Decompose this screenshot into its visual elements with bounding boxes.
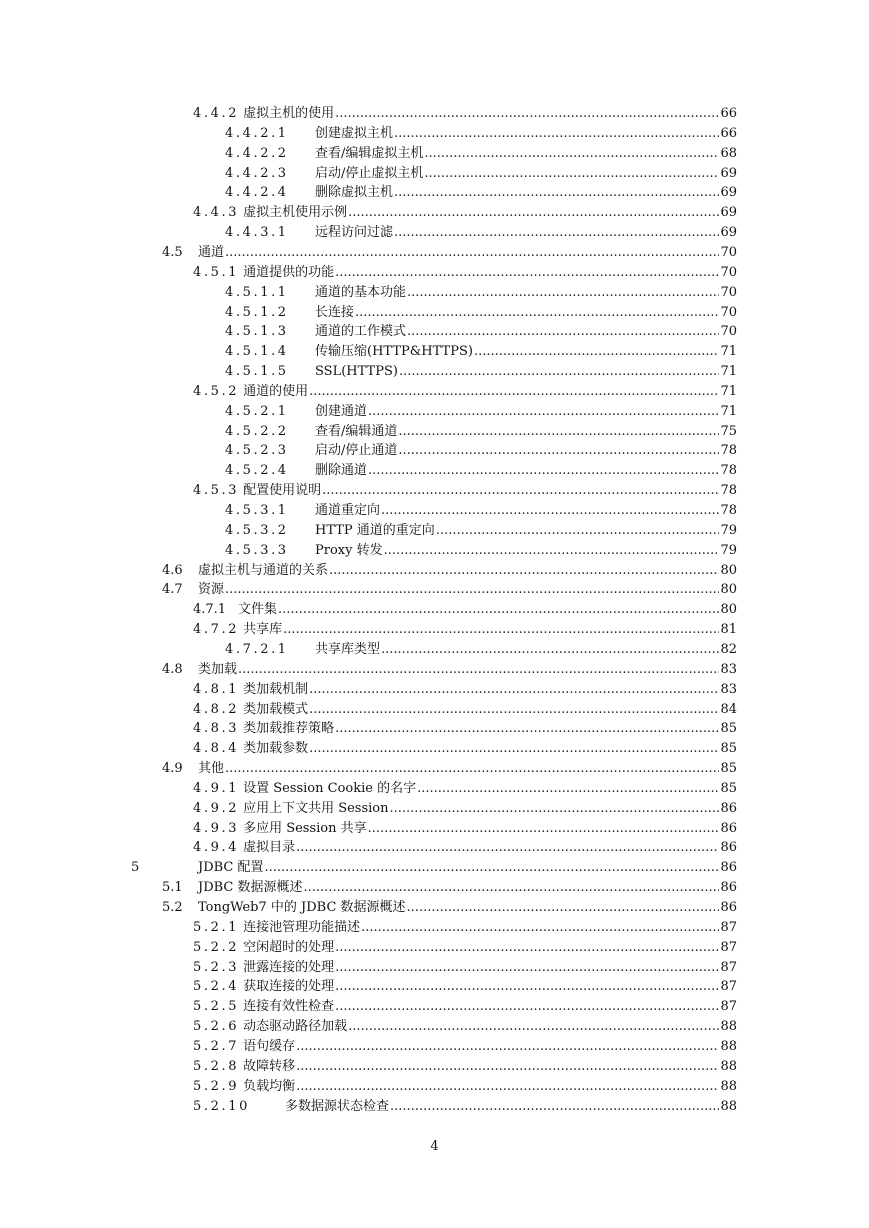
toc-entry-page: 80 <box>720 562 737 578</box>
dot-leader <box>225 759 719 779</box>
toc-entry[interactable] <box>225 183 737 203</box>
toc-entry-number: 4.5.1.1 <box>225 284 289 300</box>
toc-entry-number: 5.2.9 <box>193 1078 240 1094</box>
toc-entry[interactable] <box>193 620 737 640</box>
toc-entry-page: 80 <box>720 602 737 618</box>
toc-entry-number: 4.8.3 <box>193 721 240 737</box>
toc-entry-page: 70 <box>720 304 737 320</box>
toc-entry-title: HTTP 通道的重定向 <box>315 522 435 538</box>
toc-entry-title: TongWeb7 中的 JDBC 数据源概述 <box>198 900 406 915</box>
toc-entry[interactable] <box>225 640 737 660</box>
dot-leader <box>407 283 719 303</box>
toc-entry-number: 5.2.4 <box>193 979 240 995</box>
toc-entry-number: 4.5 <box>162 244 183 260</box>
toc-entry-title: 启动/停止虚拟主机 <box>315 165 424 181</box>
toc-entry[interactable] <box>225 164 737 184</box>
dot-leader <box>309 680 719 700</box>
dot-leader <box>361 918 719 938</box>
toc-entry-page: 87 <box>720 919 737 935</box>
toc-entry-number: 5.2.6 <box>193 1019 240 1035</box>
toc-entry-page: 69 <box>720 205 737 221</box>
toc-entry-number: 5.2 <box>162 900 183 915</box>
dot-leader <box>390 1097 719 1117</box>
toc-entry-number: 4.4.2.3 <box>225 165 289 181</box>
toc-entry[interactable] <box>193 1037 737 1057</box>
dot-leader <box>398 422 719 442</box>
dot-leader <box>296 1077 719 1097</box>
toc-entry-title: 删除虚拟主机 <box>315 185 394 201</box>
toc-entry-page: 88 <box>720 1078 737 1094</box>
toc-entry-page: 86 <box>720 820 737 836</box>
toc-entry-title: 虚拟主机的使用 <box>243 106 335 121</box>
toc-entry-page: 85 <box>720 780 737 796</box>
toc-entry-page: 70 <box>720 284 737 300</box>
toc-entry-title: 通道的基本功能 <box>315 284 407 300</box>
toc-entry-title: 创建通道 <box>315 403 368 419</box>
toc-entry-page: 68 <box>720 145 737 161</box>
toc-entry-title: 类加载模式 <box>243 701 309 717</box>
toc-entry-page: 88 <box>720 1058 737 1074</box>
toc-entry-title: 传输压缩(HTTP&HTTPS) <box>315 344 473 360</box>
toc-entry-number: 4.5.2.4 <box>225 463 289 479</box>
toc-entry-number: 4.8.4 <box>193 741 240 757</box>
toc-entry[interactable] <box>225 521 737 541</box>
toc-entry-title: 获取连接的处理 <box>243 979 335 995</box>
toc-entry-page: 85 <box>720 741 737 757</box>
toc-entry-number: 4.5.3.1 <box>225 503 289 518</box>
toc-entry-title: 多数据源状态检查 <box>285 1098 390 1114</box>
toc-entry[interactable] <box>193 997 737 1017</box>
toc-entry-title: 类加载推荐策略 <box>243 721 335 737</box>
toc-entry[interactable] <box>193 938 737 958</box>
toc-entry[interactable] <box>162 580 737 600</box>
toc-entry-number: 4.5.1 <box>193 264 240 280</box>
toc-entry-number: 4.5.3.3 <box>225 542 289 558</box>
dot-leader <box>436 521 720 541</box>
toc-entry[interactable] <box>193 680 737 700</box>
toc-entry-page: 79 <box>720 522 737 538</box>
dot-leader <box>394 124 719 144</box>
toc-entry-page: 69 <box>720 225 737 241</box>
toc-entry-page: 85 <box>720 761 737 777</box>
toc-entry-title: Proxy 转发 <box>315 542 383 558</box>
toc-entry-title: 通道重定向 <box>315 503 381 518</box>
toc-entry-number: 5.2.2 <box>193 939 240 955</box>
toc-entry-page: 87 <box>720 979 737 995</box>
page-number: 4 <box>430 1139 439 1154</box>
toc-entry[interactable] <box>193 1097 737 1117</box>
toc-entry-title: 虚拟主机与通道的关系 <box>198 562 329 578</box>
toc-entry[interactable] <box>225 422 737 442</box>
toc-entry-number: 4.8.1 <box>193 681 240 697</box>
toc-entry-page: 75 <box>720 423 737 439</box>
toc-entry-page: 71 <box>720 383 737 399</box>
toc-entry-number: 4.9.2 <box>193 800 240 816</box>
toc-entry-title: 远程访问过滤 <box>315 225 394 241</box>
dot-leader <box>283 620 719 640</box>
dot-leader <box>335 977 719 997</box>
dot-leader <box>381 640 719 660</box>
toc-entry-page: 84 <box>720 701 737 717</box>
dot-leader <box>368 402 719 422</box>
dot-leader <box>424 164 719 184</box>
toc-entry[interactable] <box>193 838 737 858</box>
toc-entry-number: 4.4.3 <box>193 205 240 221</box>
toc-entry-number: 5.2.10 <box>193 1098 250 1114</box>
toc-entry-page: 71 <box>720 364 737 380</box>
toc-entry-number: 4.4.3.1 <box>225 225 289 241</box>
toc-entry[interactable] <box>193 104 737 124</box>
dot-leader <box>304 878 720 898</box>
toc-entry[interactable] <box>193 263 737 283</box>
toc-entry-number: 4.4.2.2 <box>225 145 289 161</box>
toc-entry-title: 设置 Session Cookie 的名字 <box>243 780 417 796</box>
toc-entry-page: 83 <box>720 681 737 697</box>
dot-leader <box>322 481 719 501</box>
toc-entry[interactable] <box>193 977 737 997</box>
toc-entry-title: 其他 <box>198 761 225 777</box>
toc-entry-number: 4.9.1 <box>193 780 240 796</box>
dot-leader <box>384 541 720 561</box>
toc-entry[interactable] <box>225 402 737 422</box>
toc-entry-title: 通道的工作模式 <box>315 324 407 340</box>
toc-entry-title: 通道提供的功能 <box>243 264 335 280</box>
toc-entry-page: 66 <box>720 125 737 141</box>
toc-entry-title: 创建虚拟主机 <box>315 125 394 141</box>
toc-entry-number: 4.9.4 <box>193 840 240 856</box>
dot-leader <box>394 223 719 243</box>
dot-leader <box>296 838 719 858</box>
toc-entry-number: 4.5.1.2 <box>225 304 289 320</box>
toc-entry[interactable] <box>193 739 737 759</box>
toc-entry-title: 配置使用说明 <box>243 483 322 499</box>
toc-entry[interactable] <box>193 1017 737 1037</box>
dot-leader <box>225 243 719 263</box>
dot-leader <box>296 1037 719 1057</box>
dot-leader <box>348 1017 719 1037</box>
toc-entry-page: 80 <box>720 582 737 598</box>
toc-entry-number: 4.5.2.3 <box>225 443 289 459</box>
toc-entry-number: 4.8 <box>162 661 183 677</box>
toc-entry[interactable] <box>193 918 737 938</box>
toc-entry-number: 4.7 <box>162 582 183 598</box>
toc-entry-title: 类加载参数 <box>243 741 309 757</box>
toc-entry-title: 语句缓存 <box>243 1038 296 1054</box>
dot-leader <box>309 700 719 720</box>
dot-leader <box>335 938 719 958</box>
toc-entry-number: 4.6 <box>162 562 183 578</box>
toc-entry-number: 4.5.1.5 <box>225 364 289 380</box>
toc-entry[interactable] <box>225 223 737 243</box>
toc-entry[interactable] <box>225 283 737 303</box>
toc-entry[interactable] <box>225 342 737 362</box>
toc-entry-page: 78 <box>720 503 737 518</box>
dot-leader <box>296 1057 719 1077</box>
toc-entry[interactable] <box>162 561 737 581</box>
toc-entry-page: 88 <box>720 1038 737 1054</box>
toc-entry-title: 连接池管理功能描述 <box>243 919 361 935</box>
toc-entry-page: 71 <box>720 344 737 360</box>
toc-entry-number: 4.7.1 <box>193 602 227 618</box>
toc-entry-number: 4.5.2 <box>193 383 240 399</box>
toc-entry-page: 69 <box>720 165 737 181</box>
dot-leader <box>407 898 720 918</box>
toc-entry-page: 70 <box>720 244 737 260</box>
toc-entry[interactable] <box>162 878 737 898</box>
dot-leader <box>335 104 719 124</box>
toc-entry-title: 查看/编辑虚拟主机 <box>315 145 424 161</box>
toc-entry-number: 4.9.3 <box>193 820 240 836</box>
toc-entry-page: 86 <box>720 880 737 896</box>
toc-entry-number: 4.5.2.2 <box>225 423 289 439</box>
toc-entry-page: 70 <box>720 264 737 280</box>
toc-entry[interactable] <box>162 898 737 918</box>
toc-entry-page: 83 <box>720 661 737 677</box>
dot-leader <box>309 382 719 402</box>
toc-entry[interactable] <box>162 759 737 779</box>
toc-entry-page: 87 <box>720 959 737 975</box>
toc-entry-title: 长连接 <box>315 304 355 320</box>
toc-entry-title: 共享库类型 <box>315 641 381 657</box>
dot-leader <box>398 441 719 461</box>
toc-entry-number: 5.2.7 <box>193 1038 240 1054</box>
toc-entry-number: 4.4.2 <box>193 106 240 121</box>
toc-entry[interactable] <box>193 719 737 739</box>
toc-entry[interactable] <box>131 858 737 878</box>
toc-entry[interactable] <box>193 700 737 720</box>
toc-entry-title: 资源 <box>198 582 225 598</box>
toc-entry-page: 71 <box>720 403 737 419</box>
toc-entry-page: 86 <box>720 800 737 816</box>
toc-entry-title: 共享库 <box>243 622 283 638</box>
dot-leader <box>424 144 719 164</box>
toc-entry-page: 70 <box>720 324 737 340</box>
toc-entry-page: 69 <box>720 185 737 201</box>
dot-leader <box>348 203 719 223</box>
toc-entry-page: 78 <box>720 463 737 479</box>
dot-leader <box>329 561 719 581</box>
dot-leader <box>238 660 719 680</box>
toc-entry-number: 5.1 <box>162 880 183 896</box>
toc-entry-page: 66 <box>720 106 737 121</box>
toc-entry-number: 5.2.5 <box>193 999 240 1015</box>
toc-entry[interactable] <box>193 600 737 620</box>
dot-leader <box>368 461 719 481</box>
toc-entry-number: 4.4.2.4 <box>225 185 289 201</box>
toc-entry-title: JDBC 配置 <box>198 860 264 876</box>
dot-leader <box>399 362 720 382</box>
dot-leader <box>309 739 719 759</box>
toc-entry[interactable] <box>193 382 737 402</box>
toc-entry-number: 5 <box>131 860 140 876</box>
dot-leader <box>335 263 719 283</box>
toc-entry-number: 5.2.1 <box>193 919 240 935</box>
toc-entry[interactable] <box>225 541 737 561</box>
toc-entry-title: 动态驱动路径加载 <box>243 1019 348 1035</box>
toc-entry-title: 通道的使用 <box>243 383 309 399</box>
toc-entry[interactable] <box>162 243 737 263</box>
dot-leader <box>407 322 719 342</box>
toc-entry-title: 故障转移 <box>243 1058 296 1074</box>
toc-entry[interactable] <box>225 322 737 342</box>
toc-entry-title: 启动/停止通道 <box>315 443 398 459</box>
toc-entry-number: 4.5.3 <box>193 483 240 499</box>
toc-entry[interactable] <box>193 799 737 819</box>
toc-entry-title: 应用上下文共用 Session <box>243 800 389 816</box>
toc-entry-page: 88 <box>720 1019 737 1035</box>
dot-leader <box>355 303 719 323</box>
dot-leader <box>390 799 720 819</box>
dot-leader <box>417 779 719 799</box>
dot-leader <box>474 342 719 362</box>
dot-leader <box>368 819 720 839</box>
toc-entry-page: 86 <box>720 860 737 876</box>
toc-entry[interactable] <box>225 501 737 521</box>
toc-entry-number: 4.5.1.4 <box>225 344 289 360</box>
toc-entry-title: 连接有效性检查 <box>243 999 335 1015</box>
toc-entry-number: 4.4.2.1 <box>225 125 289 141</box>
toc-entry-number: 4.5.1.3 <box>225 324 289 340</box>
toc-entry-title: 文件集 <box>238 602 278 618</box>
toc-entry-title: 虚拟目录 <box>243 840 296 856</box>
toc-entry-number: 4.5.2.1 <box>225 403 289 419</box>
toc-entry-page: 81 <box>720 622 737 638</box>
dot-leader <box>394 183 719 203</box>
toc-entry-page: 87 <box>720 939 737 955</box>
toc-entry-title: JDBC 数据源概述 <box>198 880 303 896</box>
toc-entry[interactable] <box>225 124 737 144</box>
toc-entry-title: 类加载 <box>198 661 238 677</box>
toc-entry[interactable] <box>193 481 737 501</box>
toc-entry-title: 负载均衡 <box>243 1078 296 1094</box>
toc-entry[interactable] <box>162 660 737 680</box>
toc-entry[interactable] <box>225 461 737 481</box>
toc-entry[interactable] <box>225 303 737 323</box>
toc-entry-page: 78 <box>720 483 737 499</box>
dot-leader <box>225 580 719 600</box>
toc-entry-number: 4.7.2.1 <box>225 641 289 657</box>
toc-entry-title: 泄露连接的处理 <box>243 959 335 975</box>
toc-entry[interactable] <box>193 958 737 978</box>
dot-leader <box>381 501 719 521</box>
toc-entry-number: 4.8.2 <box>193 701 240 717</box>
toc-entry[interactable] <box>193 1077 737 1097</box>
toc-entry[interactable] <box>193 203 737 223</box>
toc-entry-title: 空闲超时的处理 <box>243 939 335 955</box>
toc-entry-title: 多应用 Session 共享 <box>243 820 367 836</box>
toc-entry-page: 86 <box>720 840 737 856</box>
toc-entry-number: 4.7.2 <box>193 622 240 638</box>
toc-entry-page: 82 <box>720 641 737 657</box>
toc-entry[interactable] <box>193 779 737 799</box>
toc-entry-page: 88 <box>720 1098 737 1114</box>
toc-entry-title: 删除通道 <box>315 463 368 479</box>
toc-entry[interactable] <box>193 1057 737 1077</box>
toc-entry-title: 查看/编辑通道 <box>315 423 398 439</box>
toc-entry-page: 86 <box>720 900 737 915</box>
dot-leader <box>335 719 719 739</box>
toc-entry-number: 5.2.8 <box>193 1058 240 1074</box>
toc-entry[interactable] <box>225 441 737 461</box>
toc-entry-number: 5.2.3 <box>193 959 240 975</box>
toc-entry-title: 类加载机制 <box>243 681 309 697</box>
dot-leader <box>278 600 719 620</box>
dot-leader <box>335 958 719 978</box>
toc-entry-title: 通道 <box>198 244 225 260</box>
toc-entry-title: 虚拟主机使用示例 <box>243 205 348 221</box>
toc-entry-page: 78 <box>720 443 737 459</box>
toc-entry-number: 4.5.3.2 <box>225 522 289 538</box>
toc-entry[interactable] <box>193 819 737 839</box>
toc-entry-page: 87 <box>720 999 737 1015</box>
dot-leader <box>265 858 720 878</box>
toc-entry[interactable] <box>225 144 737 164</box>
toc-entry-title: SSL(HTTPS) <box>315 364 398 380</box>
toc-entry-page: 79 <box>720 542 737 558</box>
toc-entry-page: 85 <box>720 721 737 737</box>
toc-entry-number: 4.9 <box>162 761 183 777</box>
toc-entry[interactable] <box>225 362 737 382</box>
dot-leader <box>335 997 719 1017</box>
